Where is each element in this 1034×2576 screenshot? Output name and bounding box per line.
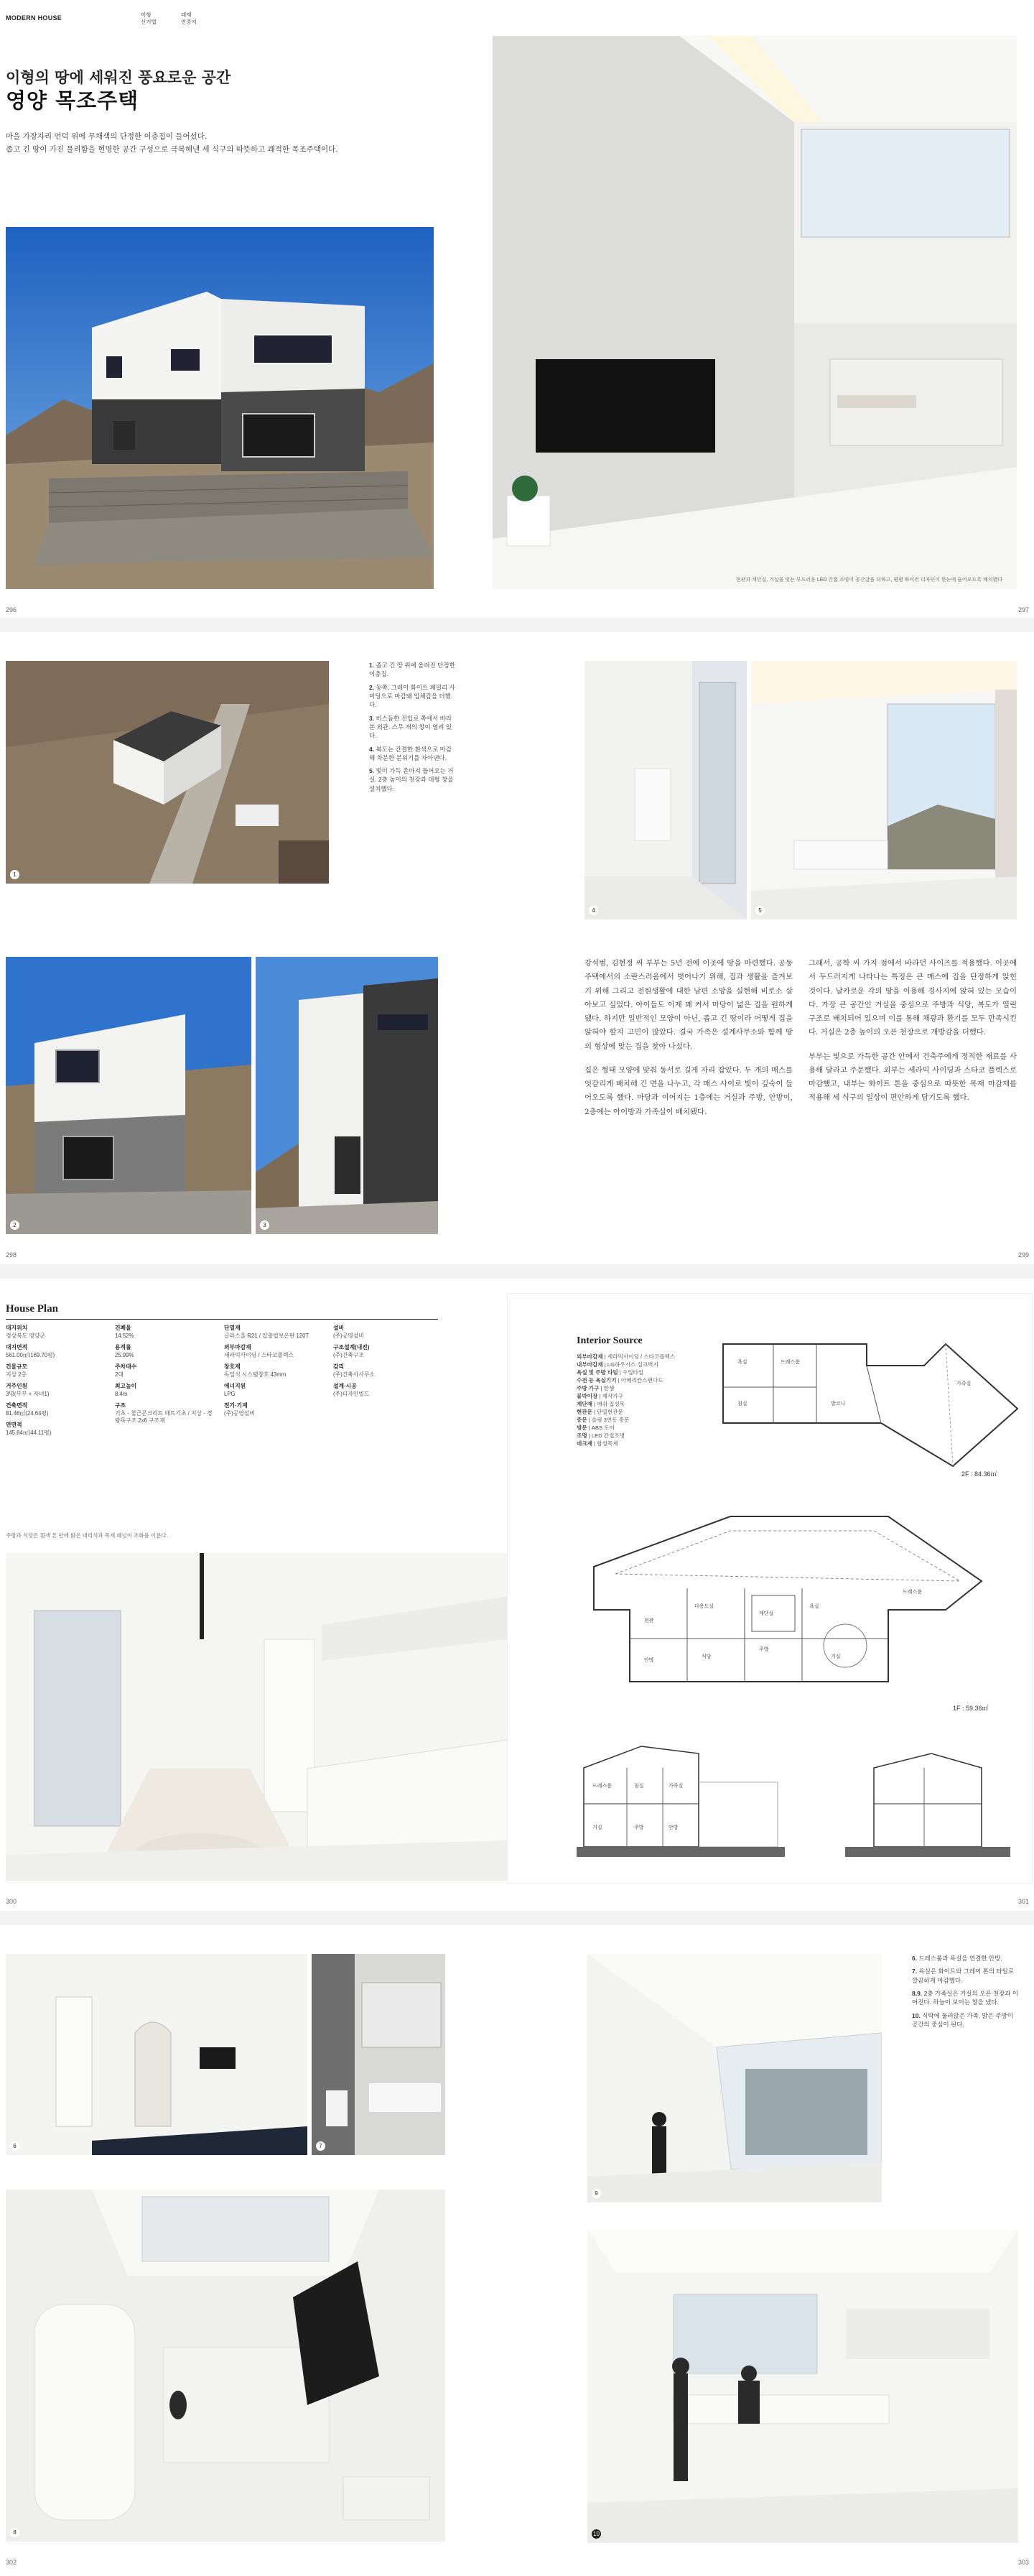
- spec-10: [115, 1402, 215, 1425]
- header-tab-1-line2: 신기법: [141, 18, 157, 25]
- src-8-val: 슬림 3연동 중문: [591, 1417, 630, 1423]
- exterior-photo-3: [256, 957, 438, 1234]
- section-label-3: 거실: [592, 1825, 602, 1830]
- spec-col-4: [333, 1325, 438, 1402]
- section-2-drawing: [845, 1739, 1010, 1868]
- src-7: 현관문 | 단열현관문: [577, 1409, 623, 1415]
- room-1f-5: 안방: [644, 1658, 654, 1663]
- page-number-301: 301: [1018, 1898, 1030, 1905]
- room-1f-6: 드레스룸: [903, 1590, 923, 1595]
- caption-2-num: 2.: [369, 683, 375, 691]
- spec-19: [333, 1383, 438, 1398]
- caption-4-text: 복도는 간결한 흰색으로 마감해 차분한 분위기를 자아낸다.: [369, 745, 452, 761]
- section-label-5: 안방: [669, 1825, 679, 1830]
- spec-4-key: 건축면적: [6, 1402, 28, 1409]
- page-number-298: 298: [6, 1251, 17, 1259]
- caption-7: [912, 1967, 1020, 1985]
- spec-18-val: (주)건축사사무소: [333, 1371, 375, 1378]
- family-room-photo: [587, 1954, 882, 2202]
- dining-family-illustration: [587, 2230, 1018, 2543]
- spec-17-val: (주)건축구조: [333, 1351, 364, 1358]
- spread-1: [0, 0, 1034, 618]
- room-2f-1: 욕실: [737, 1360, 747, 1365]
- spec-14: [224, 1383, 325, 1398]
- interior-hall-caption: 현관과 계단실, 거실을 잇는 부드러운 LED 간접 조명이 공간감을 더하고, 평평 하이컨 디자인이 한눈에 들어오도록 배치됐다: [735, 578, 1002, 583]
- spread-4: [0, 1925, 1034, 2576]
- kitchen-photo: [6, 1553, 508, 1881]
- spec-13-key: 창호재: [224, 1363, 241, 1371]
- overhead-living-photo: [6, 2190, 445, 2542]
- spec-12-val: 세라믹사이딩 / 스타코플렉스: [224, 1351, 294, 1358]
- plan-2f-drawing: [716, 1337, 1025, 1473]
- photo-number-2: 2: [10, 1220, 19, 1230]
- src-2: 욕실 및 주방 타일 | 수입타일: [577, 1369, 644, 1376]
- room-2f-0: 가족실: [956, 1381, 972, 1386]
- spec-7-key: 용적률: [115, 1344, 131, 1351]
- header-tab-2[interactable]: [181, 11, 197, 26]
- src-5-val: 제작가구: [602, 1393, 623, 1399]
- src-0-key: 외부마감재: [577, 1353, 603, 1360]
- src-10-key: 조명: [577, 1432, 587, 1439]
- src-2-val: 수입타일: [622, 1369, 644, 1376]
- spec-col-3: [224, 1325, 325, 1422]
- room-2f-4: 발코니: [831, 1401, 846, 1407]
- overhead-living-illustration: [6, 2190, 445, 2542]
- body-col2-p2: 부부는 빛으로 가득한 공간 안에서 건축주에게 정직한 재료를 사용해 달라고 주문했다. 외부는 세라믹 사이딩과 스타코 플렉스로 마감했고, 내부는 화이트 톤을 중심으로 따뜻한 목재 마감재를 적용해 세 식구의 일상이 편안하게 담기도록 했다.: [809, 1052, 1017, 1103]
- spec-1: [6, 1344, 106, 1359]
- caption-3-text: 비스듬한 진입로 쪽에서 바라본 외관. 스무 개의 창이 열려 있다.: [369, 714, 452, 740]
- interior-hall-photo: [493, 36, 1017, 589]
- caption-list-spread4: [912, 1954, 1020, 2033]
- photo-number-3: 3: [260, 1220, 269, 1230]
- house-plan-rule: [6, 1319, 438, 1320]
- src-5: 붙박이장 | 제작가구: [577, 1393, 623, 1399]
- section-1-drawing: [577, 1739, 785, 1868]
- section-label-4: 주방: [634, 1825, 644, 1830]
- page-number-299: 299: [1018, 1251, 1030, 1259]
- plan-page: [507, 1293, 1033, 1884]
- kitchen-illustration: [6, 1553, 508, 1881]
- spec-16: [333, 1325, 438, 1340]
- caption-4: [369, 745, 455, 763]
- floor-1f-area: 1F : 59.36㎡: [953, 1705, 989, 1712]
- brand-label: MODERN HOUSE: [6, 14, 62, 22]
- photo-number-1: 1: [10, 870, 19, 879]
- living-room-photo: [751, 661, 1017, 919]
- photo-number-6: 6: [10, 2141, 19, 2151]
- src-1-val: LG하우시스 실크벽지: [607, 1361, 658, 1368]
- lede-line-1: 마을 가장자리 언덕 위에 무채색의 단정한 이층집이 들어섰다.: [6, 132, 208, 141]
- photo-number-9: 9: [592, 2189, 601, 2198]
- spec-6-val: 14.52%: [115, 1332, 134, 1339]
- src-3: 수전 등 욕실기기 | 아메리칸스탠다드: [577, 1377, 663, 1384]
- interior-source-title: Interior Source: [577, 1335, 643, 1346]
- spec-4: [6, 1402, 106, 1417]
- caption-5: [369, 766, 455, 793]
- corridor-photo: [584, 661, 747, 919]
- caption-2-text: 동쪽, 그레이 화이트 패밀리 사이딩으로 마감돼 입체감을 더했다.: [369, 683, 455, 709]
- caption-5-num: 5.: [369, 767, 375, 775]
- exterior-main-illustration: [6, 227, 434, 589]
- src-9: 방문 | ABS 도어: [577, 1424, 615, 1431]
- page-number-302: 302: [6, 2559, 17, 2566]
- kitchen-caption: 주방과 식당은 흰색 톤 안에 밝은 대리석과 목재 패널이 조화를 이룬다.: [6, 1532, 168, 1539]
- spec-16-val: (주)공영설비: [333, 1332, 364, 1339]
- src-7-key: 현관문: [577, 1409, 593, 1415]
- spec-11-key: 단열재: [224, 1325, 241, 1331]
- src-11: 데크재 | 합성목재: [577, 1440, 618, 1447]
- aerial-photo: [6, 661, 329, 884]
- spec-4-val: 81.46㎡(24.64평): [6, 1409, 49, 1417]
- src-6-key: 계단재: [577, 1401, 593, 1407]
- section-label-1: 침실: [634, 1784, 644, 1789]
- spec-3-val: 3명(부부 + 자녀1): [6, 1390, 50, 1397]
- caption-3: [369, 714, 455, 741]
- caption-1-num: 1.: [369, 662, 375, 669]
- house-plan-title: House Plan: [6, 1303, 58, 1315]
- spec-2-val: 지상 2층: [6, 1371, 27, 1378]
- caption-3-num: 3.: [369, 714, 375, 722]
- caption-list-spread2: [369, 661, 455, 797]
- caption-1-text: 좁고 긴 땅 위에 올려진 단정한 이층집.: [369, 662, 455, 678]
- header-tab-1[interactable]: [141, 11, 157, 26]
- bedroom-illustration: [6, 1954, 307, 2155]
- living-room-illustration: [751, 661, 1017, 919]
- src-1-key: 내부마감재: [577, 1361, 603, 1368]
- exterior-photo-main: [6, 227, 434, 589]
- caption-7-text: 욕실은 화이트와 그레이 톤의 타일로 깔끔하게 마감했다.: [912, 1968, 1015, 1984]
- spec-10-val: 기초 - 철근콘크리트 매트기초 / 지상 - 경량목구조 2x6 구조재: [115, 1409, 213, 1424]
- caption-8-num: 8,9.: [912, 1989, 923, 1997]
- src-10-val: LED 간접조명: [591, 1432, 625, 1439]
- spread-3: [0, 1279, 1034, 1911]
- spec-15-key: 전기·기계: [224, 1402, 248, 1409]
- spec-15-val: (주)공영설비: [224, 1409, 255, 1417]
- spec-15: [224, 1402, 325, 1417]
- spec-3-key: 거주인원: [6, 1383, 28, 1390]
- spec-17: [333, 1344, 438, 1359]
- caption-9-num: 10.: [912, 2011, 921, 2019]
- src-9-key: 방문: [577, 1424, 587, 1431]
- bedroom-photo: [6, 1954, 307, 2155]
- floor-2f-area: 2F : 84.36㎡: [961, 1470, 997, 1478]
- caption-2: [369, 683, 455, 710]
- src-4: 주방 가구 | 한샘: [577, 1385, 615, 1391]
- spec-0: [6, 1325, 106, 1340]
- exterior-3-illustration: [256, 957, 438, 1234]
- spec-19-key: 설계·시공: [333, 1383, 357, 1390]
- body-column-2: [809, 957, 1017, 1116]
- header-tab-1-line1: 이형: [141, 11, 152, 18]
- spec-13: [224, 1363, 325, 1379]
- src-6-val: 애쉬 집성목: [597, 1401, 625, 1407]
- spec-18: [333, 1363, 438, 1379]
- article-kicker: 이형의 땅에 세워진 풍요로운 공간: [6, 68, 231, 86]
- spec-11-val: 글라스울 R21 / 압출법보온판 120T: [224, 1332, 309, 1339]
- spec-8-val: 2대: [115, 1371, 124, 1378]
- page-number-303: 303: [1018, 2559, 1030, 2566]
- photo-number-7: 7: [316, 2141, 325, 2151]
- body-col1-p1: 강석범, 김현정 씨 부부는 5년 전에 이곳에 땅을 마련했다. 공동주택에서의 소란스러움에서 벗어나기 위해, 집과 생활을 즐겨보기 위해 그리고 전원생활에 대한 남편 소망을 실현해 비로소 살아보고 싶었다. 아이들도 이제 꽤 커서 마당이 넓은 집을 원하게 됐다. 하지만 일반적인 모양이 아닌, 좁고 긴 땅이라 어떻게 집을 앉혀야 할지 고민이 많았다. 결국 가족은 설계사무소와 함께 땅의 형상에 맞는 집을 찾아 나섰다.: [584, 959, 793, 1051]
- photo-number-4: 4: [589, 906, 598, 915]
- src-1: 내부마감재 | LG하우시스 실크벽지: [577, 1361, 658, 1368]
- room-1f-2: 주방: [759, 1647, 769, 1652]
- src-8: 중문 | 슬림 3연동 중문: [577, 1417, 630, 1423]
- dining-family-photo: [587, 2230, 1018, 2543]
- src-6: 계단재 | 애쉬 집성목: [577, 1401, 625, 1407]
- src-2-key: 욕실 및 주방 타일: [577, 1369, 618, 1376]
- spec-5-key: 연면적: [6, 1422, 22, 1429]
- body-col1-p2: 집은 형태 모양에 맞춰 동서로 길게 자리 잡았다. 두 개의 매스를 엇갈리게 배치해 긴 면을 나누고, 각 매스 사이로 빛이 깊숙이 들어오도록 했다. 마당과 이어지는 1층에는 거실과 주방, 안방이, 2층에는 아이방과 가족실이 배치됐다.: [584, 1065, 793, 1116]
- header-tab-2-line1: 대재: [181, 11, 192, 18]
- lede-line-2: 좁고 긴 땅이 가진 물리함을 현명한 공간 구성으로 극복해낸 세 식구의 따뜻하고 쾌적한 목조주택이다.: [6, 144, 338, 154]
- spec-2: [6, 1363, 106, 1379]
- caption-7-num: 7.: [912, 1968, 918, 1975]
- spec-18-key: 감리: [333, 1363, 345, 1371]
- spec-11: [224, 1325, 325, 1340]
- body-column-1: [584, 957, 793, 1129]
- spec-17-key: 구조설계(내진): [333, 1344, 370, 1351]
- spec-8: [115, 1363, 215, 1379]
- room-2f-3: 침실: [737, 1401, 747, 1407]
- spec-16-key: 설비: [333, 1325, 345, 1331]
- spec-6: [115, 1325, 215, 1340]
- corridor-illustration: [584, 661, 747, 919]
- spec-8-key: 주차대수: [115, 1363, 137, 1371]
- bathroom-photo: [312, 1954, 445, 2155]
- caption-9-text: 식탁에 둘러앉은 가족. 밝은 주방이 공간의 중심이 된다.: [912, 2011, 1013, 2028]
- spec-col-1: [6, 1325, 106, 1441]
- caption-1: [369, 661, 455, 679]
- exterior-photo-2: [6, 957, 251, 1234]
- src-10: 조명 | LED 간접조명: [577, 1432, 625, 1439]
- src-11-val: 합성목재: [597, 1440, 618, 1447]
- spec-7-val: 25.99%: [115, 1351, 134, 1358]
- spec-col-2: [115, 1325, 215, 1430]
- src-5-key: 붙박이장: [577, 1393, 598, 1399]
- spec-12-key: 외부마감재: [224, 1344, 251, 1351]
- caption-8: [912, 1989, 1020, 2007]
- spec-9-val: 8.4m: [115, 1390, 128, 1397]
- spec-19-val: (주)디자인빌드: [333, 1390, 370, 1397]
- photo-number-10: 10: [592, 2529, 601, 2539]
- body-col2-p1: 그래서, 공학 씨 가지 점에서 바라던 사이즈를 적용했다. 이곳에서 두드러지게 나타나는 특징은 큰 매스에 집을 단정하게 앉힌 것이다. 날카로운 각의 땅을 이용해 경사지에 앉혀 있는 모습이다. 가장 큰 공간인 거실을 중심으로 주방과 식당, 복도가 열린 구조로 배치되어 있으며 이를 통해 채광과 환기를 모두 만족시킨다. 거실은 2층 높이의 오픈 천장으로 개방감을 더했다.: [809, 959, 1017, 1037]
- page-number-297: 297: [1018, 606, 1030, 613]
- floor-plan-2f: [716, 1337, 1025, 1473]
- interior-source-list: [577, 1353, 706, 1447]
- spec-5-val: 145.84㎡(44.11평): [6, 1429, 52, 1436]
- spec-0-val: 경상북도 영양군: [6, 1332, 45, 1339]
- spec-1-val: 561.00㎡(169.70평): [6, 1351, 55, 1358]
- room-2f-2: 드레스룸: [781, 1360, 801, 1365]
- spec-1-key: 대지면적: [6, 1344, 28, 1351]
- src-4-key: 주방 가구: [577, 1385, 600, 1391]
- spec-2-key: 건물규모: [6, 1363, 28, 1371]
- article-title: 영양 목조주택: [6, 88, 139, 113]
- page-number-296: 296: [6, 606, 17, 613]
- room-1f-4: 다용도실: [694, 1604, 714, 1609]
- page-number-300: 300: [6, 1898, 17, 1905]
- spec-7: [115, 1344, 215, 1359]
- interior-hall-illustration: [493, 36, 1017, 589]
- section-label-0: 드레스룸: [592, 1784, 613, 1789]
- section-label-2: 가족실: [669, 1784, 684, 1789]
- spec-12: [224, 1344, 325, 1359]
- room-1f-3: 식당: [702, 1654, 712, 1659]
- room-1f-1: 거실: [831, 1654, 841, 1659]
- photo-number-8: 8: [10, 2528, 19, 2537]
- spread-2: [0, 632, 1034, 1264]
- room-1f-8: 계단실: [759, 1611, 774, 1616]
- caption-4-num: 4.: [369, 745, 375, 753]
- caption-6-text: 드레스룸과 욕실을 연결한 안방.: [918, 1955, 1002, 1962]
- src-0: 외부마감재 | 세라믹사이딩 / 스타코플렉스: [577, 1353, 676, 1360]
- spec-9-key: 최고높이: [115, 1383, 137, 1390]
- caption-6-num: 6.: [912, 1955, 918, 1962]
- room-1f-0: 현관: [644, 1618, 654, 1623]
- caption-5-text: 빛이 가득 쏟아져 들어오는 거실. 2층 높이의 천장과 대형 창을 설치했다.: [369, 767, 454, 792]
- src-3-key: 수전 등 욕실기기: [577, 1377, 617, 1384]
- header-tab-2-line2: 연중지: [181, 18, 197, 25]
- src-8-key: 중문: [577, 1417, 587, 1423]
- spec-0-key: 대지위치: [6, 1325, 28, 1331]
- spec-13-val: 독일식 시스템창호 43mm: [224, 1371, 287, 1378]
- aerial-illustration: [6, 661, 329, 884]
- spec-6-key: 건폐율: [115, 1325, 131, 1331]
- family-room-illustration: [587, 1954, 882, 2202]
- src-9-val: ABS 도어: [591, 1424, 615, 1431]
- src-4-val: 한샘: [603, 1385, 615, 1391]
- src-0-val: 세라믹사이딩 / 스타코플렉스: [607, 1353, 676, 1360]
- spec-14-val: LPG: [224, 1390, 236, 1397]
- spec-3: [6, 1383, 106, 1398]
- bathroom-illustration: [312, 1954, 445, 2155]
- section-drawing-2: [845, 1739, 1010, 1868]
- section-drawing-1: [577, 1739, 785, 1868]
- room-1f-7: 욕실: [809, 1604, 819, 1609]
- exterior-2-illustration: [6, 957, 251, 1234]
- src-7-val: 단열현관문: [597, 1409, 623, 1415]
- caption-8-text: 2층 가족실은 거실의 오픈 천장과 이어진다. 하늘이 보이는 창을 냈다.: [912, 1989, 1019, 2006]
- floor-plan-1f: [587, 1502, 989, 1689]
- src-3-val: 아메리칸스탠다드: [620, 1377, 663, 1384]
- caption-6: [912, 1954, 1020, 1963]
- spec-5: [6, 1422, 106, 1437]
- article-lede: [6, 131, 437, 157]
- photo-number-5: 5: [755, 906, 765, 915]
- spec-14-key: 에너지원: [224, 1383, 246, 1390]
- caption-9: [912, 2011, 1020, 2029]
- src-11-key: 데크재: [577, 1440, 593, 1447]
- spec-9: [115, 1383, 215, 1398]
- spec-10-key: 구조: [115, 1402, 126, 1409]
